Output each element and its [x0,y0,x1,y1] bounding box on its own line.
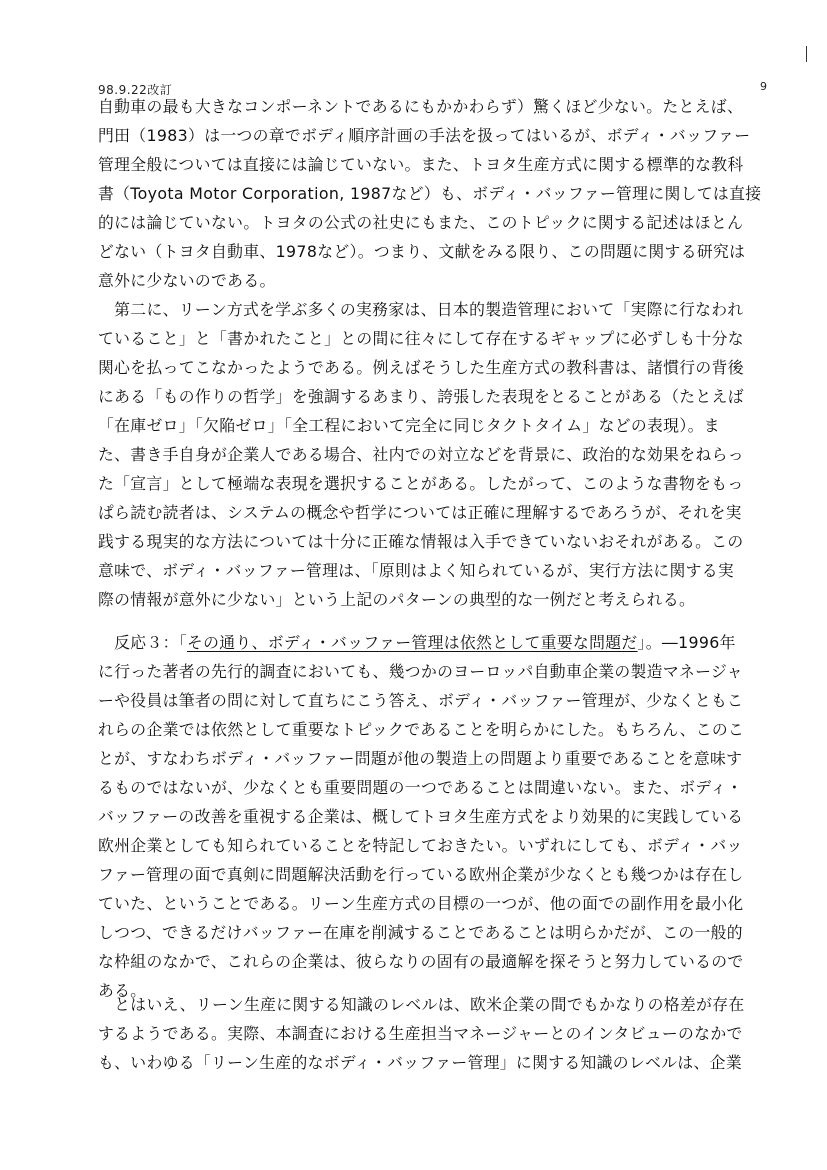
text-line: ーや役員は筆者の問に対して直ちにこう答え、ボディ・バッファー管理が、少なくともこ [98,691,744,710]
text-line: どない（トヨタ自動車、1978など）。つまり、文献をみる限り、この問題に関する研究は [98,242,746,261]
revision-date-stamp: 98.9.22改訂 [98,83,173,97]
text-line: 践する現実的な方法については十分に正確な情報は入手できていないおそれがある。この [98,532,744,551]
text-line: バッファーの改善を重視する企業は、概してトヨタ生産方式をより効果的に実践している [98,807,744,826]
text-line: 「在庫ゼロ」「欠陥ゼロ」「全工程において完全に同じタクトタイム」などの表現）。ま [98,416,720,435]
text-line: 管理全般については直接には論じていない。また、トヨタ生産方式に関する標準的な教科 [98,155,744,174]
text-line: 意外に少ないのである。 [98,271,276,290]
text-line: するようである。実際、本調査における生産担当マネージャーとのインタビューのなかで [98,1024,743,1043]
paragraph-second-point [98,295,782,614]
text-line: 自動車の最も大きなコンポーネントであるにもかかわらず）驚くほど少ない。たとえば、 [98,97,744,116]
text-line: 関心を払ってこなかったようである。例えばそうした生産方式の教科書は、諸慣行の背後 [98,358,744,377]
response-prefix: 反応３：「 [98,633,187,652]
text-line: ぱら読む読者は、システムの概念や哲学については正確に理解するであろうが、それを実 [98,503,742,522]
text-line: とはいえ、リーン生産に関する知識のレベルは、欧米企業の間でもかなりの格差が存在 [98,995,745,1014]
paragraph-literature [98,92,782,295]
paragraph-response-3 [98,628,782,1005]
paragraph-knowledge-gap [98,990,782,1077]
response-underlined-quote: その通り、ボディ・バッファー管理は依然として重要な問題だ [186,633,638,652]
response-heading-line [98,628,782,657]
text-line: な枠組のなかで、これらの企業は、彼らなりの固有の最適解を探そうと努力しているので [98,952,744,971]
text-line: た、書き手自身が企業人である場合、社内での対立などを背景に、政治的な効果をねらっ [98,445,744,464]
scan-edge-mark [806,46,807,62]
text-line: にある「もの作りの哲学」を強調するあまり、誇張した表現をとることがある（たとえば [98,387,744,406]
text-line: 書（Toyota Motor Corporation, 1987など）も、ボディ・バッファー管理に関しては直接 [98,184,762,203]
text-line: ある。 [98,981,147,1000]
text-line: も、いわゆる「リーン生産的なボディ・バッファー管理」に関する知識のレベルは、企業 [98,1053,742,1072]
text-line: 際の情報が意外に少ない」という上記のパターンの典型的な一例だと考えられる。 [98,590,696,609]
text-line: ていた、ということである。リーン生産方式の目標の一つが、他の面での副作用を最小化 [98,894,744,913]
text-line: た「宣言」として極端な表現を選択することがある。したがって、このような書物をもっ [98,474,744,493]
text-line: ていること」と「書かれたこと」との間に往々にして存在するギャップに必ずしも十分な [98,329,744,348]
text-line: しつつ、できるだけバッファー在庫を削減することであることは明らかだが、この一般的 [98,923,743,942]
page-number: 9 [760,80,767,93]
text-line: れらの企業では依然として重要なトピックであることを明らかにした。もちろん、このこ [98,720,745,739]
text-line: 門田（1983）は一つの章でボディ順序計画の手法を扱ってはいるが、ボディ・バッファー [98,126,751,145]
response-suffix: 」。―1996年 [637,633,736,652]
text-line: 第二に、リーン方式を学ぶ多くの実務家は、日本的製造管理において「実際に行なわれ [98,300,744,319]
text-line: に行った著者の先行的調査においても、幾つかのヨーロッパ自動車企業の製造マネージャ [98,662,743,681]
text-line: 意味で、ボディ・バッファー管理は、「原則はよく知られているが、実行方法に関する実 [98,561,735,580]
text-line: 的には論じていない。トヨタの公式の社史にもまた、このトピックに関する記述はほとん [98,213,744,232]
text-line: とが、すなわちボディ・バッファー問題が他の製造上の問題より重要であることを意味す [98,749,743,768]
text-line: ファー管理の面で真剣に問題解決活動を行っている欧州企業が少なくとも幾つかは存在し [98,865,744,884]
text-line: るものではないが、少なくとも重要問題の一つであることは間違いない。また、ボディ・ [98,778,743,797]
text-line: 欧州企業としても知られていることを特記しておきたい。いずれにしても、ボディ・バッ [98,836,743,855]
